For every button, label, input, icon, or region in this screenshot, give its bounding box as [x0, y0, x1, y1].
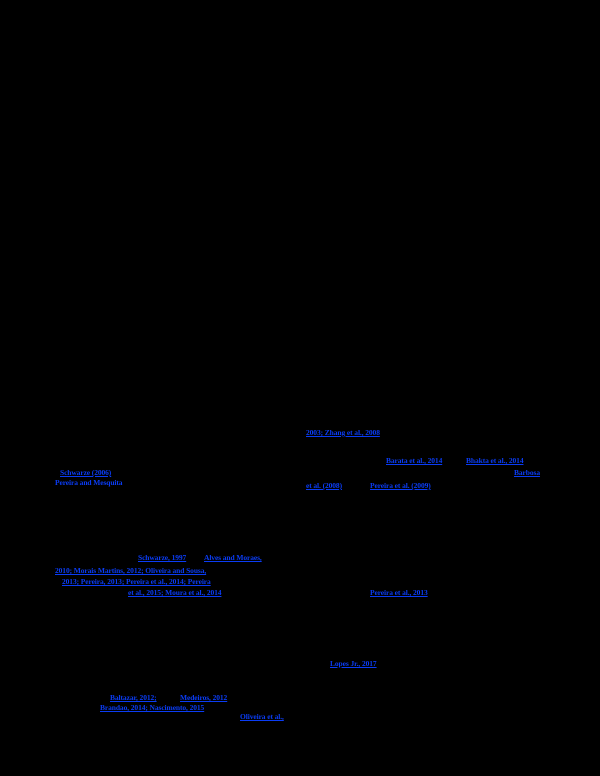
citation-link[interactable]: et al., 2015; Moura et al., 2014 — [128, 588, 222, 597]
citation-link[interactable]: 2003; Zhang et al., 2008 — [306, 428, 380, 437]
citation-link[interactable]: Lopes Jr., 2017 — [330, 659, 377, 668]
citation-link[interactable]: Baltazar, 2012; — [110, 693, 157, 702]
citation-link[interactable]: Barbosa — [514, 468, 540, 477]
citation-link[interactable]: Bhakta et al., 2014 — [466, 456, 524, 465]
citation-link[interactable]: Oliveira et al., — [240, 712, 284, 721]
citation-link[interactable]: 2010; Morais Martins, 2012; Oliveira and Sousa, — [55, 566, 207, 575]
citation-link[interactable]: Pereira and Mesquita — [55, 478, 123, 487]
citation-link[interactable]: Medeiros, 2012 — [180, 693, 228, 702]
citation-link[interactable]: Pereira et al. (2009) — [370, 481, 431, 490]
citation-link[interactable]: Schwarze (2006) — [60, 468, 112, 477]
citation-link[interactable]: 2013; Pereira, 2013; Pereira et al., 2014; Pereira — [62, 577, 211, 586]
citation-link[interactable]: et al. (2008) — [306, 481, 342, 490]
citation-link[interactable]: Alves and Moraes, — [204, 553, 262, 562]
citation-link[interactable]: Barata et al., 2014 — [386, 456, 443, 465]
citation-link[interactable]: Pereira et al., 2013 — [370, 588, 428, 597]
citation-link[interactable]: Schwarze, 1997 — [138, 553, 187, 562]
citation-link[interactable]: Brandao, 2014; Nascimento, 2015 — [100, 703, 205, 712]
